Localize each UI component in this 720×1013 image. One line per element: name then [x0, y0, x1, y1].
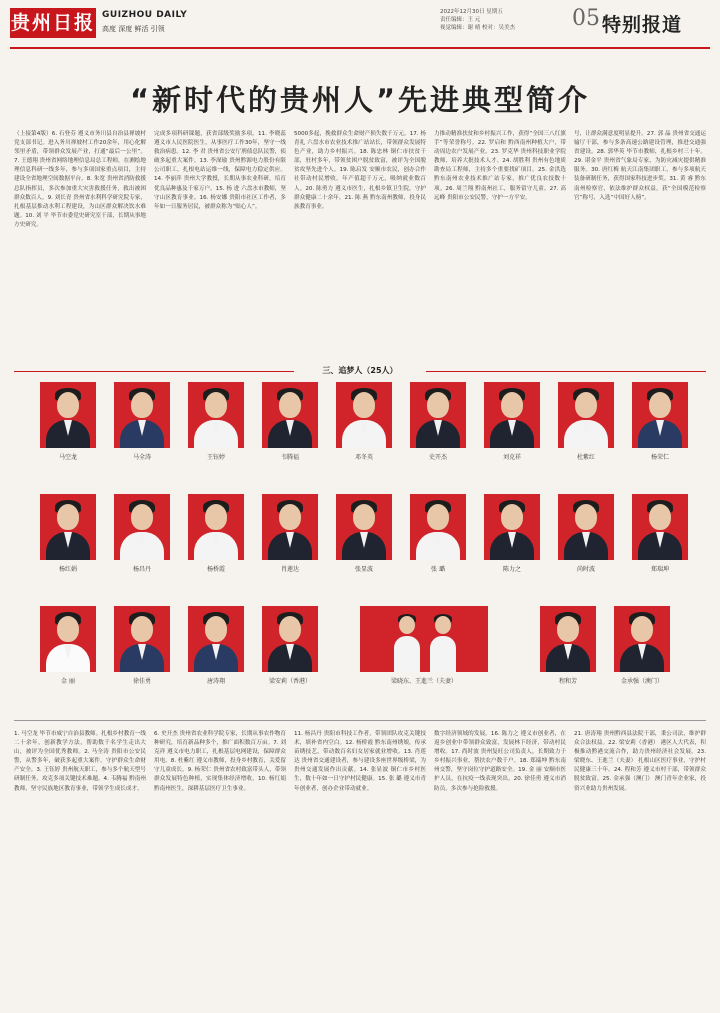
page-headline: “新时代的贵州人”先进典型简介 [129, 83, 591, 117]
divider [14, 720, 706, 721]
portrait-card [188, 494, 244, 573]
text-column: 1. 马空龙 毕节市威宁自治县教师。扎根乡村教育一线二十余年，创新教学方法，帮助数千名学生走出大山，被评为全国优秀教师。2. 马全涛 贵阳市公安民警，从警多年，破获多起重大案件，守护群众生命财产安全。3. 王钰婷 贵州航天职工，参与多个航天型号研制任务，攻克多项关键技术难题。4. 韦腾福 黔南州教师，坚守民族地区教育事业，带领学生成长成才。 [14, 731, 146, 792]
portrait-name: 尚时波 [576, 566, 595, 573]
text-column: 号，让群众满意度明显提升。27. 郭 晶 贵州省交通运输厅干部，参与多条高速公路建设管理，推进交通强省建设。28. 郭华英 毕节市教师，扎根乡村三十年。29. 谌金平 贵州省气象局专家，为防灾减灾提供精准服务。30. 唐红梅 航天江南集团职工，参与多项航天装备研制任务，获得国家科技进步奖。31. 黄 睿 黔东南州检察官，依法维护群众权益，获“全国模范检察官”称号，入选“中国好人榜”。 [574, 131, 706, 201]
portrait-name: 刘克祥 [502, 454, 521, 461]
portrait-photo [336, 494, 392, 560]
portrait-card [410, 494, 466, 573]
profile-columns [14, 730, 706, 1006]
portrait-card [484, 382, 540, 461]
portrait-card [558, 382, 614, 461]
portrait-name: 郑瑞坤 [650, 566, 669, 573]
portrait-card [360, 606, 488, 685]
portrait-photo [540, 606, 596, 672]
portrait-photo [484, 494, 540, 560]
portrait-photo [632, 494, 688, 560]
portrait-photo [188, 494, 244, 560]
portrait-name: 金承强（澳门） [620, 678, 663, 685]
portrait-photo [336, 382, 392, 448]
portrait-name: 史开杰 [428, 454, 447, 461]
text-column: 21. 唐涛翔 贵州黔西县法院干部，秉公司法，维护群众合法权益。22. 梁安莉（香港） 港区人大代表，积极推动黔港交流合作，助力贵州经济社会发展。23. 梁晓东、王進兰（夫妻） 扎根山区医疗事业，守护村民健康三十年。24. 程和芳 遵义市村干部，带领群众脱贫致富。25. 金承强（澳门） 澳门青年企业家，投资兴业助力贵州发展。 [574, 731, 706, 792]
issue-meta [440, 8, 570, 32]
portrait-name: 陈力之 [502, 566, 521, 573]
portrait-card [484, 494, 540, 573]
portrait-name: 王钰婷 [206, 454, 225, 461]
page-number: 05 [572, 6, 600, 31]
portrait-row [40, 382, 692, 494]
portrait-photo [558, 494, 614, 560]
issue-staff: 视觉编辑：谢 晴 校对：吴美杰 [440, 25, 515, 31]
portrait-photo [40, 606, 96, 672]
portrait-photo [188, 606, 244, 672]
portrait-photo [114, 382, 170, 448]
portrait-card [262, 606, 318, 685]
portrait-card [114, 606, 170, 685]
issue-date: 2022年12月30日 星期五 [440, 9, 503, 15]
portrait-card [632, 494, 688, 573]
portrait-card [262, 494, 318, 573]
portrait-photo [188, 382, 244, 448]
portrait-name: 杨荣仁 [650, 454, 669, 461]
portrait-name: 杨桥霞 [206, 566, 225, 573]
portrait-card [262, 382, 318, 461]
text-column: 力推动精准扶贫和乡村振兴工作，获得“全国三八红旗手”等荣誉称号。22. 罗启和 黔西南州种植大户，带动周边农户发展产业。23. 罗克华 贵州科技职业学院教师，培养大批技术人才。24. 胡胜利 贵州有色地质勘查局工程师，主持多个重要找矿项目。25. 金洪选 黔东南州农业技术推广站专家，推广优良农技数十项。26. 周兰翔 黔南州社工，服务留守儿童。27. 高远峰 贵阳市公安民警，守护一方平安。 [434, 131, 566, 201]
text-column: 11. 杨昌丹 贵阳市科技工作者，带领团队攻克关键技术，填补省内空白。12. 杨桥霞 黔东南州绣娘，传承苗绣技艺，带动数百名妇女居家就业增收。13. 肖莲达 贵州省交通建设者，参与建设多座世界级桥梁，为贵州交通发展作出贡献。14. 张显波 铜仁市乡村医生，数十年如一日守护村民健康。15. 张 璐 遵义市青年创业者，创办企业带动就业。 [294, 731, 426, 792]
portrait-figure [394, 616, 420, 672]
portrait-photo [410, 382, 466, 448]
section-banner-title: 三、追梦人（25人） [322, 366, 398, 375]
portrait-name: 梁安莉（香港） [268, 678, 311, 685]
issue-editor: 责任编辑：王 元 [440, 17, 481, 23]
portrait-card [188, 606, 244, 685]
portrait-photo [410, 494, 466, 560]
portrait-photo [40, 494, 96, 560]
portrait-name: 杨昌丹 [132, 566, 151, 573]
portrait-card [188, 382, 244, 461]
text-column: 完成多项科研课题，获省部级奖励多项。11. 李晓蕊 遵义市人民医院医生，从事医疗工作30年，坚守一线救治病患。12. 李 君 贵州省公安厅刑侦总队民警，侦破多起重大案件。13. 李深瑜 贵州黔源电力股份有限公司职工，扎根电站运维一线，保障电力稳定供应。14. 李丽萍 贵州大学教授，长期从事农业科研，培育优良品种惠及千家万户。15. 杨 进 六盘水市教师，坚守山区教育事业。16. 杨安娜 贵阳市社区工作者，多年如一日服务居民，被群众称为“贴心人”。 [154, 131, 286, 210]
masthead-rule [10, 47, 710, 49]
portrait-row [40, 606, 692, 718]
portrait-photo [40, 382, 96, 448]
portrait-photo [262, 606, 318, 672]
portrait-name: 邓冬英 [354, 454, 373, 461]
portrait-photo [262, 494, 318, 560]
portrait-card [114, 382, 170, 461]
newspaper-slogan: 高度 深度 鲜活 引领 [102, 25, 165, 33]
banner-rule-right [426, 371, 706, 372]
intro-columns [14, 130, 706, 358]
portrait-card [614, 606, 670, 685]
portrait-card [40, 382, 96, 461]
portrait-card [410, 382, 466, 461]
portrait-row [40, 494, 692, 606]
text-column: 5000多起，挽救群众生命财产损失数千万元。17. 杨青礼 六盘水市农业技术推广站站长，带领群众发展特色产业，助力乡村振兴。18. 陈忠林 铜仁市扶贫干部，驻村多年，带领贫困户脱贫致富，被评为全国脱贫攻坚先进个人。19. 陈启发 安顺市农民，创办合作社带动村民增收，年产值超千万元，吸纳就业数百人。20. 陈勇力 遵义市医生，扎根乡镇卫生院，守护群众健康二十余年。21. 陈 燕 黔东南州教师，投身民族教育事业。 [294, 131, 426, 210]
portrait-name: 韦腾福 [280, 454, 299, 461]
portrait-card [114, 494, 170, 573]
portrait-name: 金 丽 [61, 678, 75, 685]
portrait-card [336, 494, 392, 573]
portrait-name: 杨红娟 [58, 566, 77, 573]
portrait-photo [558, 382, 614, 448]
portrait-name: 马全涛 [132, 454, 151, 461]
newspaper-logo-english: GUIZHOU DAILY [102, 10, 188, 20]
portrait-name: 唐涛翔 [206, 678, 225, 685]
portrait-photo [614, 606, 670, 672]
masthead [10, 6, 710, 48]
portrait-card [40, 494, 96, 573]
portrait-photo [114, 494, 170, 560]
portrait-photo [484, 382, 540, 448]
text-column: 数字经济领域的发展。16. 陈力之 遵义市创业者，在返乡创业中带领群众致富，发展林下经济，带动村民增收。17. 尚时波 贵州复旺公司负责人，长期致力于乡村振兴事业，帮扶农户数千户。18. 郑瑞坤 黔东南州交警，坚守岗位守护道路安全。19. 金 丽 安顺市医护人员，在抗疫一线表现突出。20. 徐佳勇 遵义市消防员，多次参与抢险救援。 [434, 731, 566, 792]
portrait-card [632, 382, 688, 461]
portrait-card [336, 382, 392, 461]
text-column: 6. 史开杰 贵州省农业科学院专家，长期从事农作物育种研究，培育新品种多个，推广面积数百万亩。7. 刘克祥 遵义市电力职工，扎根基层电网建设，保障群众用电。8. 杜紫红 遵义市教师，投身乡村教育，关爱留守儿童成长。9. 杨荣仁 贵州省农村致富带头人，带领群众发展特色种植，实现集体经济增收。10. 杨红娟 黔南州医生，深耕基层医疗卫生事业。 [154, 731, 286, 792]
portrait-photo [360, 606, 488, 672]
newspaper-logo: 贵州日报 [10, 8, 96, 38]
portrait-name: 马空龙 [58, 454, 77, 461]
portrait-card [540, 606, 596, 685]
portrait-name: 梁晓东、王進兰（夫妻） [390, 678, 457, 685]
portrait-name: 徐佳勇 [132, 678, 151, 685]
portrait-photo [632, 382, 688, 448]
portrait-name: 肖莲达 [280, 566, 299, 573]
portrait-name: 张 璐 [431, 566, 445, 573]
section-banner [14, 365, 706, 377]
portrait-photo [262, 382, 318, 448]
section-title: 特别报道 [602, 14, 683, 36]
portrait-photo [114, 606, 170, 672]
portrait-card [40, 606, 96, 685]
portrait-name: 张显波 [354, 566, 373, 573]
portrait-name: 程和芳 [558, 678, 577, 685]
text-column: （上接第4版）6. 石登芬 遵义市务川县自治县禅坡村党支部书记。进入务川禅坡村工作20余年，用心化解邻里矛盾，带领群众发展产业，打通“最后一公里”。7. 王德翔 贵州省网络地理信息局总工程师，在测绘地理信息科研一线多年，参与多项国家重点项目，主持建设全省地理空间数据平台。8. 朱宽 贵州省消防救援总队指挥员，多次参加重大灾害救援任务，救出被困群众数百人。9. 刘长青 贵州省水利科学研究院专家，扎根基层推动水利工程建设，为山区群众解决饮水难题。10. 刘 平 毕节市委党史研究室干部，长期从事地方史研究。 [14, 131, 146, 228]
portrait-name: 杜紫红 [576, 454, 595, 461]
portrait-figure [430, 616, 456, 672]
portrait-card [558, 494, 614, 573]
